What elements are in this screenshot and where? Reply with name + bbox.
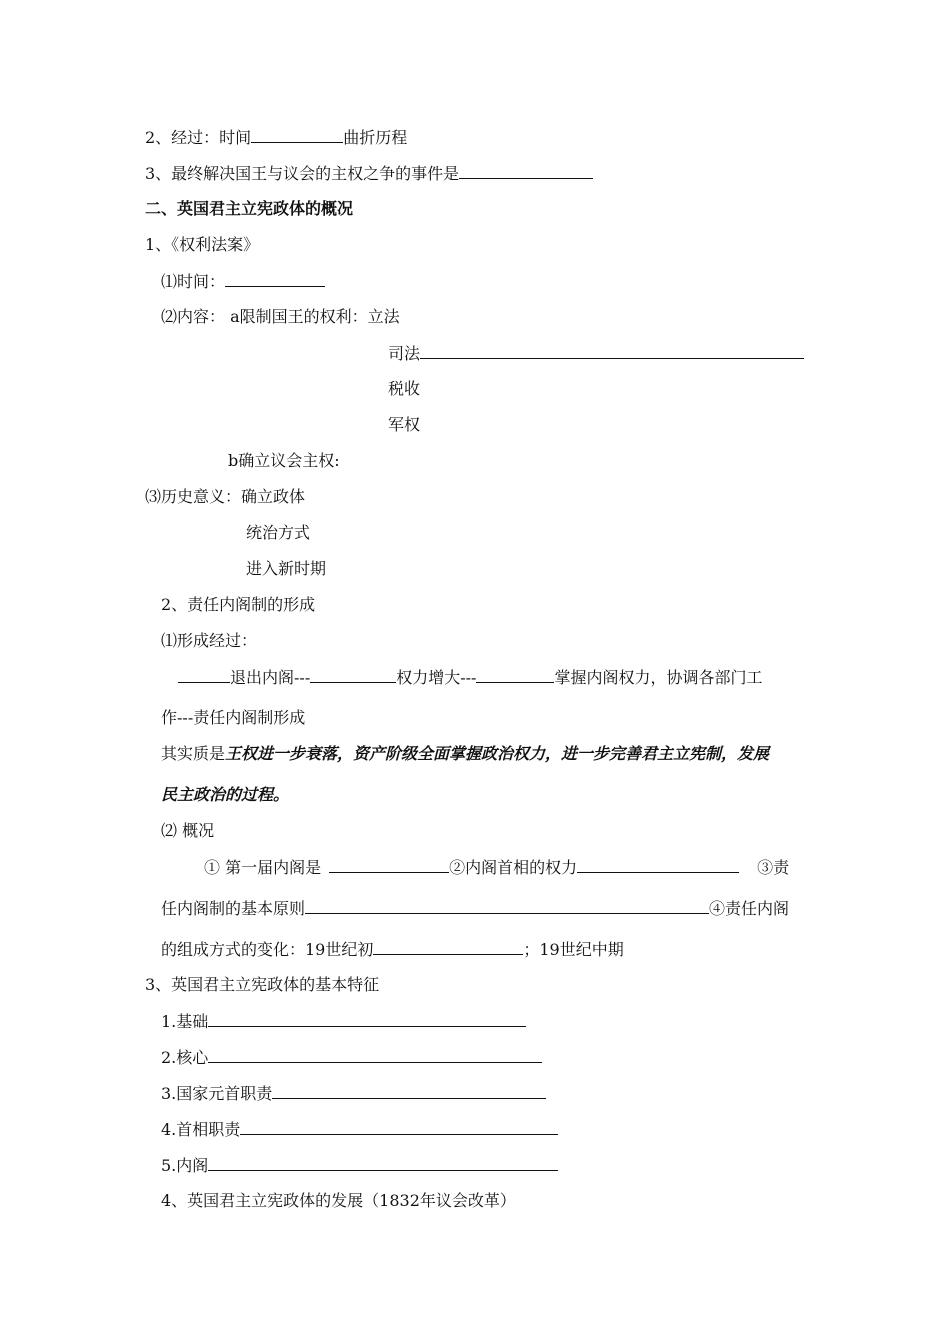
text: ③责 xyxy=(757,858,790,877)
line-significance: ⑶历史意义：确立政体 xyxy=(145,487,306,506)
line-bill-of-rights: 1、《权利法案》 xyxy=(145,235,260,254)
text: 2.核心 xyxy=(161,1048,209,1067)
line-basic-features: 3、英国君主立宪政体的基本特征 xyxy=(145,975,380,994)
blank[interactable] xyxy=(272,1083,546,1099)
line-essence-cont: 民主政治的过程。 xyxy=(161,785,290,804)
text: 其实质是 xyxy=(161,744,226,763)
blank[interactable] xyxy=(178,667,230,683)
line-new-era: 进入新时期 xyxy=(246,559,327,578)
text: 2、经过：时间 xyxy=(145,128,252,147)
line-first-cabinet xyxy=(204,857,789,877)
line-content-legislation: ⑵内容： a限制国王的权利：立法 xyxy=(161,307,400,326)
text: 掌握内阁权力，协调各部门工 xyxy=(554,668,763,687)
blank[interactable] xyxy=(373,939,523,955)
text: 5.内阁 xyxy=(161,1156,209,1175)
line-taxation: 税收 xyxy=(388,379,421,398)
section-heading: 二、英国君主立宪政体的概况 xyxy=(145,199,354,218)
text: 4.首相职责 xyxy=(161,1120,241,1139)
blank[interactable] xyxy=(459,163,593,179)
text: 权力增大--- xyxy=(396,668,477,687)
line-head-of-state xyxy=(161,1083,546,1103)
line-cabinet-formation: 2、责任内阁制的形成 xyxy=(161,595,316,614)
blank[interactable] xyxy=(208,1047,542,1063)
line-time xyxy=(161,271,325,291)
line-cabinet xyxy=(161,1155,558,1175)
line-parliament-sovereignty: b确立议会主权: xyxy=(228,451,340,470)
text: ②内阁首相的权力 xyxy=(449,858,578,877)
text: 退出内阁--- xyxy=(230,668,311,687)
text: ；19世纪中期 xyxy=(523,940,624,959)
blank[interactable] xyxy=(240,1119,558,1135)
text: 任内阁制的基本原则 xyxy=(161,899,306,918)
blank[interactable] xyxy=(305,898,709,914)
line-foundation xyxy=(161,1011,526,1031)
text: ⑴时间： xyxy=(161,272,226,291)
blank[interactable] xyxy=(577,857,739,873)
line-prime-minister xyxy=(161,1119,558,1139)
text: 的组成方式的变化：19世纪初 xyxy=(161,940,374,959)
text: ① 第一届内阁是 xyxy=(204,858,322,877)
blank[interactable] xyxy=(420,343,804,359)
blank[interactable] xyxy=(225,271,325,287)
blank[interactable] xyxy=(310,667,396,683)
line-development: 4、英国君主立宪政体的发展（1832年议会改革） xyxy=(161,1191,516,1210)
line-rule-method: 统治方式 xyxy=(246,523,311,542)
line-process-steps xyxy=(178,667,762,687)
text: 司法 xyxy=(388,344,421,363)
text: ④责任内阁 xyxy=(709,899,790,918)
text: 3.国家元首职责 xyxy=(161,1084,273,1103)
text: 1.基础 xyxy=(161,1012,209,1031)
line-formation-process: ⑴形成经过： xyxy=(161,631,258,650)
emphasis-text: 王权进一步衰落，资产阶级全面掌握政治权力，进一步完善君主立宪制，发展 xyxy=(225,744,770,763)
line-overview: ⑵ 概况 xyxy=(161,821,215,840)
line-final-event xyxy=(145,163,593,183)
blank[interactable] xyxy=(476,667,554,683)
line-basic-principle xyxy=(161,898,789,918)
blank[interactable] xyxy=(329,857,449,873)
line-judiciary xyxy=(388,343,804,363)
text: 3、最终解决国王与议会的主权之争的事件是 xyxy=(145,164,460,183)
blank[interactable] xyxy=(208,1011,526,1027)
text: 曲折历程 xyxy=(343,128,408,147)
blank[interactable] xyxy=(251,127,343,143)
line-core xyxy=(161,1047,542,1067)
line-composition xyxy=(161,939,624,959)
line-cabinet-formed: 作---责任内阁制形成 xyxy=(161,708,306,727)
line-military: 军权 xyxy=(388,415,421,434)
blank[interactable] xyxy=(208,1155,558,1171)
line-process-time xyxy=(145,127,407,147)
line-essence xyxy=(161,744,769,764)
